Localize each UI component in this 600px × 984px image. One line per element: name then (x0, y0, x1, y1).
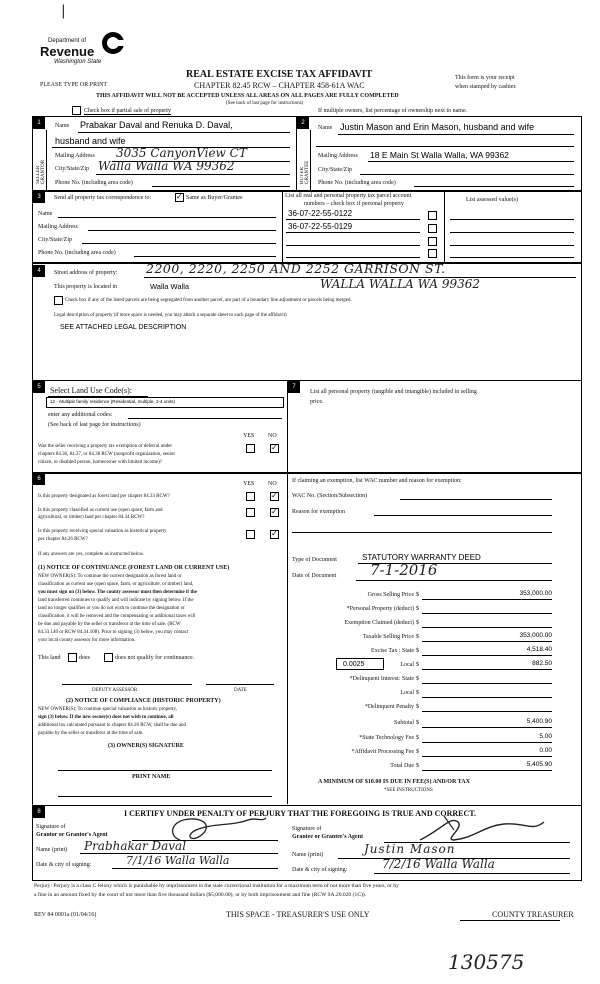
print-name-label: PRINT NAME (132, 774, 171, 780)
no-header-6: NO (268, 481, 277, 487)
corr-phone-label: Phone No. (including area code) (38, 250, 116, 256)
dor-line3: Washington State (54, 59, 102, 65)
receipt-line1: This form is your receipt (455, 75, 515, 81)
parcel-header-1: List all real and personal property tax parcel account (285, 193, 412, 199)
land-use-label: Select Land Use Code(s): (50, 386, 132, 395)
exemption-no-checkbox[interactable] (270, 444, 279, 453)
calc-label: Excise Tax : State (371, 648, 414, 654)
land-use-value: 12 - Multiple family residence (Residential, multiple, 2-4 units) (50, 399, 176, 404)
grantor-agent-label: Grantor or Grantor's Agent (36, 832, 108, 838)
send-correspondence-label: Send all property tax correspondence to: (54, 195, 152, 201)
calc-label: Local (400, 662, 414, 668)
does-label: does (79, 655, 90, 661)
personal-property-label-2: price. (310, 399, 324, 405)
notice-continuance-title: (1) NOTICE OF CONTINUANCE (FOREST LAND OR CURRENT USE) (38, 565, 230, 571)
assessed-header: List assessed value(s) (466, 197, 518, 203)
dor-logo-icon (100, 30, 126, 56)
seller-mailing-label: Mailing Address (55, 153, 95, 159)
forest-no-checkbox[interactable] (270, 492, 279, 501)
form-title: REAL ESTATE EXCISE TAX AFFIDAVIT (186, 69, 373, 80)
calc-label: Total Due (390, 763, 414, 769)
owners-signature-label: (3) OWNER(S) SIGNATURE (108, 743, 184, 749)
notice1-line: you must sign on (3) below. The county assessor must then determine if the (38, 590, 197, 595)
seller-city-label: City/State/Zip (55, 166, 89, 172)
wac-label: WAC No. (Section/Subsection) (292, 493, 368, 499)
dollar-sign: $ (416, 634, 419, 640)
notice2-line: payable by the seller or transferor at the time of sale. (38, 731, 144, 736)
parcel-1-checkbox[interactable] (428, 211, 437, 220)
dollar-sign: $ (416, 648, 419, 654)
notice1-line: land transferred continues to qualify and will indicate by signing below. If the (38, 598, 194, 603)
buyer-phone-label: Phone No. (including area code) (318, 180, 396, 186)
street-address-field[interactable]: 2200, 2220, 2250 AND 2252 GARRISON ST. (146, 261, 446, 276)
grantee-sig-of: Signature of (292, 826, 322, 832)
additional-codes-label: enter any additional codes: (48, 412, 113, 418)
grantor-name-print[interactable]: Prabhakar Daval (84, 839, 187, 853)
stamp-number: 130575 (448, 950, 525, 974)
buyer-city-label: City/State/Zip (318, 167, 352, 173)
exemption-question-1: Was the seller receiving a property tax exemption or deferral under (38, 444, 172, 449)
reason-label: Reason for exemption (292, 509, 345, 515)
rev-number: REV 84 0001a (01/04/16) (34, 912, 97, 918)
badge-7: 7 (288, 381, 300, 393)
corner-mark: | (61, 3, 66, 19)
land-does-not-checkbox[interactable] (104, 653, 113, 662)
historic-no-checkbox[interactable] (270, 530, 279, 539)
calc-label: *Affidavit Processing Fee (351, 749, 414, 755)
grantor-date-label: Date & city of signing: (36, 862, 92, 868)
notice2-line: additional tax calculated pursuant to chapter 84.26 RCW, shall be due and (38, 723, 186, 728)
dollar-sign: $ (416, 676, 419, 682)
deputy-assessor-label: DEPUTY ASSESSOR (92, 688, 138, 693)
segregated-label: Check box if any of the listed parcels are being segregated from another parcel, are part of a boundary line adjustment or parcels being merged. (65, 298, 352, 303)
calc-value[interactable]: 353,000.00 (519, 632, 552, 639)
badge-2: 2 (297, 117, 309, 129)
calc-label: *Delinquent Interest: State (349, 676, 414, 682)
seller-phone-label: Phone No. (including area code) (55, 180, 133, 186)
located-in-hand: WALLA WALLA WA 99362 (320, 277, 481, 291)
legal-desc-value[interactable]: SEE ATTACHED LEGAL DESCRIPTION (60, 324, 187, 331)
multiple-owners-note: If multiple owners, list percentage of ownership next to name. (318, 108, 468, 114)
perjury-line-2: a fine in an amount fixed by the court of not more than five thousand dollars ($5,000.00), or by both imprisonment and fine (RCW 9A.20.020 (1C)). (34, 892, 367, 898)
grantor-name-print-label: Name (print) (36, 847, 68, 853)
partial-sale-label: Check box if partial sale of property (84, 108, 171, 114)
historic-question-1: Is this property receiving special valuation as historical property (38, 529, 167, 534)
notice2-line: NEW OWNER(S): To continue special valuation as historic property, (38, 707, 177, 712)
dollar-sign: $ (416, 690, 419, 696)
notice1-line: NEW OWNER(S): To continue the current designation as forest land or (38, 574, 182, 579)
calc-label: *Personal Property (deduct) (346, 606, 414, 612)
notice1-line: be due and payable by the seller or transferor at the time of sale. (RCW (38, 622, 181, 627)
grantee-name-print-label: Name (print) (292, 852, 324, 858)
personal-property-label-1: List all personal property (tangible and intangible) included in selling (310, 389, 477, 395)
buyer-name-field[interactable]: Justin Mason and Erin Mason, husband and wife (340, 122, 535, 132)
doc-type-value[interactable]: STATUTORY WARRANTY DEED (362, 553, 481, 562)
yes-header-6: YES (243, 481, 255, 487)
calc-label: Subtotal (393, 720, 414, 726)
dollar-sign: $ (416, 592, 419, 598)
exemption-question-2: chapters 84.36, 84.37, or 84.38 RCW (nonprofit organization, senior (38, 452, 176, 457)
partial-sale-checkbox[interactable] (72, 106, 81, 115)
see-instructions-note: *SEE INSTRUCTIONS (384, 788, 433, 793)
badge-1: 1 (33, 117, 45, 129)
current-use-yes-checkbox[interactable] (246, 508, 255, 517)
dollar-sign: $ (416, 720, 419, 726)
calc-value[interactable]: 882.50 (532, 660, 552, 667)
buyer-name-label: Name (318, 125, 333, 131)
no-header-5: NO (268, 433, 277, 439)
corr-mailing-label: Mailing Address (38, 224, 78, 230)
notice1-line: classification as current use (open space, farm, or agriculture, or timber) land, (38, 582, 194, 587)
badge-3: 3 (33, 191, 45, 203)
grantor-sig-of: Signature of (36, 824, 66, 830)
seller-name-field-2[interactable]: husband and wife (55, 136, 126, 146)
form-chapter: CHAPTER 82.45 RCW – CHAPTER 458-61A WAC (194, 81, 365, 90)
calc-label: Exemption Claimed (deduct) (344, 620, 414, 626)
corr-city-label: City/State/Zip (38, 237, 72, 243)
corr-name-label: Name (38, 211, 53, 217)
yes-header-5: YES (243, 433, 255, 439)
notice1-line: 84.33.140 or RCW 84.34.108). Prior to signing (3) below, you may contact (38, 630, 189, 635)
dollar-sign: $ (416, 620, 419, 626)
buyer-mailing-label: Mailing Address (318, 153, 358, 159)
badge-8: 8 (33, 806, 45, 818)
badge-6: 6 (33, 473, 45, 485)
current-use-question-1: Is this property classified as current use (open space, farm and (38, 508, 163, 513)
buyer-mailing-field[interactable]: 18 E Main St Walla Walla, WA 99362 (370, 150, 509, 160)
minimum-fee-note: A MINIMUM OF $10.00 IS DUE IN FEE(S) AND/OR TAX (318, 779, 470, 785)
dor-line2: Revenue (40, 44, 95, 59)
does-not-label: does not qualify for continuance. (115, 655, 195, 661)
calc-value[interactable]: 5,405.90 (526, 761, 552, 768)
notice1-line: your local county assessor for more information. (38, 638, 136, 643)
seller-mailing-field[interactable]: 3035 CanyonView CT (116, 146, 247, 160)
date-label: DATE (234, 688, 247, 693)
certify-statement: I CERTIFY UNDER PENALTY OF PERJURY THAT THE FOREGOING IS TRUE AND CORRECT. (124, 809, 477, 818)
same-as-buyer-checkbox[interactable] (175, 193, 184, 202)
see-back-5: (See back of last page for instructions) (48, 422, 141, 428)
parcel-4-checkbox[interactable] (428, 249, 437, 258)
dollar-sign: $ (416, 662, 419, 668)
exemption-yes-checkbox[interactable] (246, 444, 255, 453)
treasurer-space: THIS SPACE - TREASURER'S USE ONLY (226, 910, 370, 919)
seller-city-field[interactable]: Walla Walla WA 99362 (98, 159, 235, 173)
calc-label: Gross Selling Price (367, 592, 414, 598)
seller-side-label: SELLER GRANTOR (36, 159, 46, 184)
tax-calculation (292, 590, 562, 780)
segregated-checkbox[interactable] (54, 296, 63, 305)
this-land-label: This land (38, 655, 61, 661)
dollar-sign: $ (416, 735, 419, 741)
current-use-question-2: agricultural, or timber) land per chapter 84.34 RCW? (38, 515, 145, 520)
street-address-label: Street address of property: (54, 270, 118, 276)
calc-label: Taxable Selling Price (362, 634, 414, 640)
doc-date-label: Date of Document (292, 573, 337, 579)
grantee-signature[interactable] (414, 810, 554, 846)
legal-desc-label: Legal description of property (if more space is needed, you may attach a separate sheet to each page of the affidavit) (54, 313, 287, 318)
badge-4: 4 (33, 265, 45, 277)
seller-name-label: Name (55, 123, 70, 129)
parcel-number-2[interactable]: 36-07-22-55-0129 (288, 222, 353, 231)
calc-label: *Delinquent Penalty (364, 704, 414, 710)
parcel-2-checkbox[interactable] (428, 224, 437, 233)
dor-logo (40, 30, 130, 68)
calc-value[interactable]: 5.00 (539, 733, 552, 740)
dollar-sign: $ (416, 763, 419, 769)
grantee-date-city[interactable]: 7/2/16 Walla Walla (382, 857, 495, 871)
calc-label: Local (400, 690, 414, 696)
parcel-3-checkbox[interactable] (428, 237, 437, 246)
section-4-box (32, 262, 582, 381)
dollar-sign: $ (416, 704, 419, 710)
grantee-date-label: Date & city of signing: (292, 867, 348, 873)
grantee-name-print[interactable]: Justin Mason (364, 842, 456, 856)
grantee-agent-label: Grantee or Grantee's Agent (292, 834, 364, 840)
badge-5: 5 (33, 381, 45, 393)
local-rate-box[interactable] (336, 658, 384, 670)
seller-name-field[interactable]: Prabakar Daval and Renuka D. Daval, (80, 120, 233, 130)
exemption-question-3: citizen, or disabled person, homeowner with limited income)? (38, 460, 162, 465)
land-does-checkbox[interactable] (68, 653, 77, 662)
dollar-sign: $ (416, 606, 419, 612)
forest-question: Is this property designated as forest land per chapter 84.33 RCW? (38, 494, 170, 499)
calc-value[interactable]: 4,518.40 (526, 646, 552, 653)
receipt-line2: when stamped by cashier. (455, 84, 517, 90)
notice-compliance-title: (2) NOTICE OF COMPLIANCE (HISTORIC PROPERTY) (66, 698, 221, 704)
dollar-sign: $ (416, 749, 419, 755)
same-as-buyer-label: Same as Buyer/Grantee (186, 195, 243, 201)
doc-type-label: Type of Document (292, 557, 337, 563)
perjury-line-1-text: Perjury: Perjury is a class C felony which is punishable by imprisonment in the state correctional institution for a maximum term of not more than five years, or by (34, 883, 399, 889)
calc-value[interactable]: 5,400.90 (526, 718, 552, 725)
notice1-line: land no longer qualifies or you do not wish to continue the designation or (38, 606, 185, 611)
form-warning: THIS AFFIDAVIT WILL NOT BE ACCEPTED UNLESS ALL AREAS ON ALL PAGES ARE FULLY COMPLETED (96, 93, 399, 99)
parcel-header-2: numbers – check box if personal property (304, 201, 404, 207)
notice2-line: sign (3) below. If the new owner(s) does not wish to continue, all (38, 715, 174, 720)
buyer-side-label: BUYER GRANTEE (300, 160, 310, 184)
calc-value[interactable]: 353,000.00 (519, 590, 552, 597)
calc-label: *State Technology Fee (359, 735, 414, 741)
if-yes-note: If any answers are yes, complete as instructed below. (38, 552, 145, 557)
please-type: PLEASE TYPE OR PRINT (40, 82, 108, 88)
historic-yes-checkbox[interactable] (246, 530, 255, 539)
exemption-claim-label: If claiming an exemption, list WAC number and reason for exemption: (292, 478, 462, 484)
see-back-header: (See back of last page for instructions) (226, 101, 304, 106)
parcel-number-1[interactable]: 36-07-22-55-0122 (288, 209, 353, 218)
located-in-label: This property is located in (54, 284, 117, 290)
county-treasurer: COUNTY TREASURER (492, 910, 574, 919)
forest-yes-checkbox[interactable] (246, 492, 255, 501)
dor-line1: Department of (48, 38, 87, 44)
doc-date-value[interactable]: 7-1-2016 (370, 561, 438, 579)
calc-value[interactable]: 0.00 (539, 747, 552, 754)
current-use-no-checkbox[interactable] (270, 508, 279, 517)
land-use-select[interactable] (46, 397, 284, 408)
grantor-date-city[interactable]: 7/1/16 Walla Walla (126, 854, 230, 867)
local-rate-value: 0.0025 (343, 661, 365, 668)
notice1-line: classification, it will be removed and the compensating or additional taxes will (38, 614, 196, 619)
located-in-value[interactable]: Walla Walla (150, 282, 190, 291)
historic-question-2: per chapter 84.26 RCW? (38, 537, 88, 542)
